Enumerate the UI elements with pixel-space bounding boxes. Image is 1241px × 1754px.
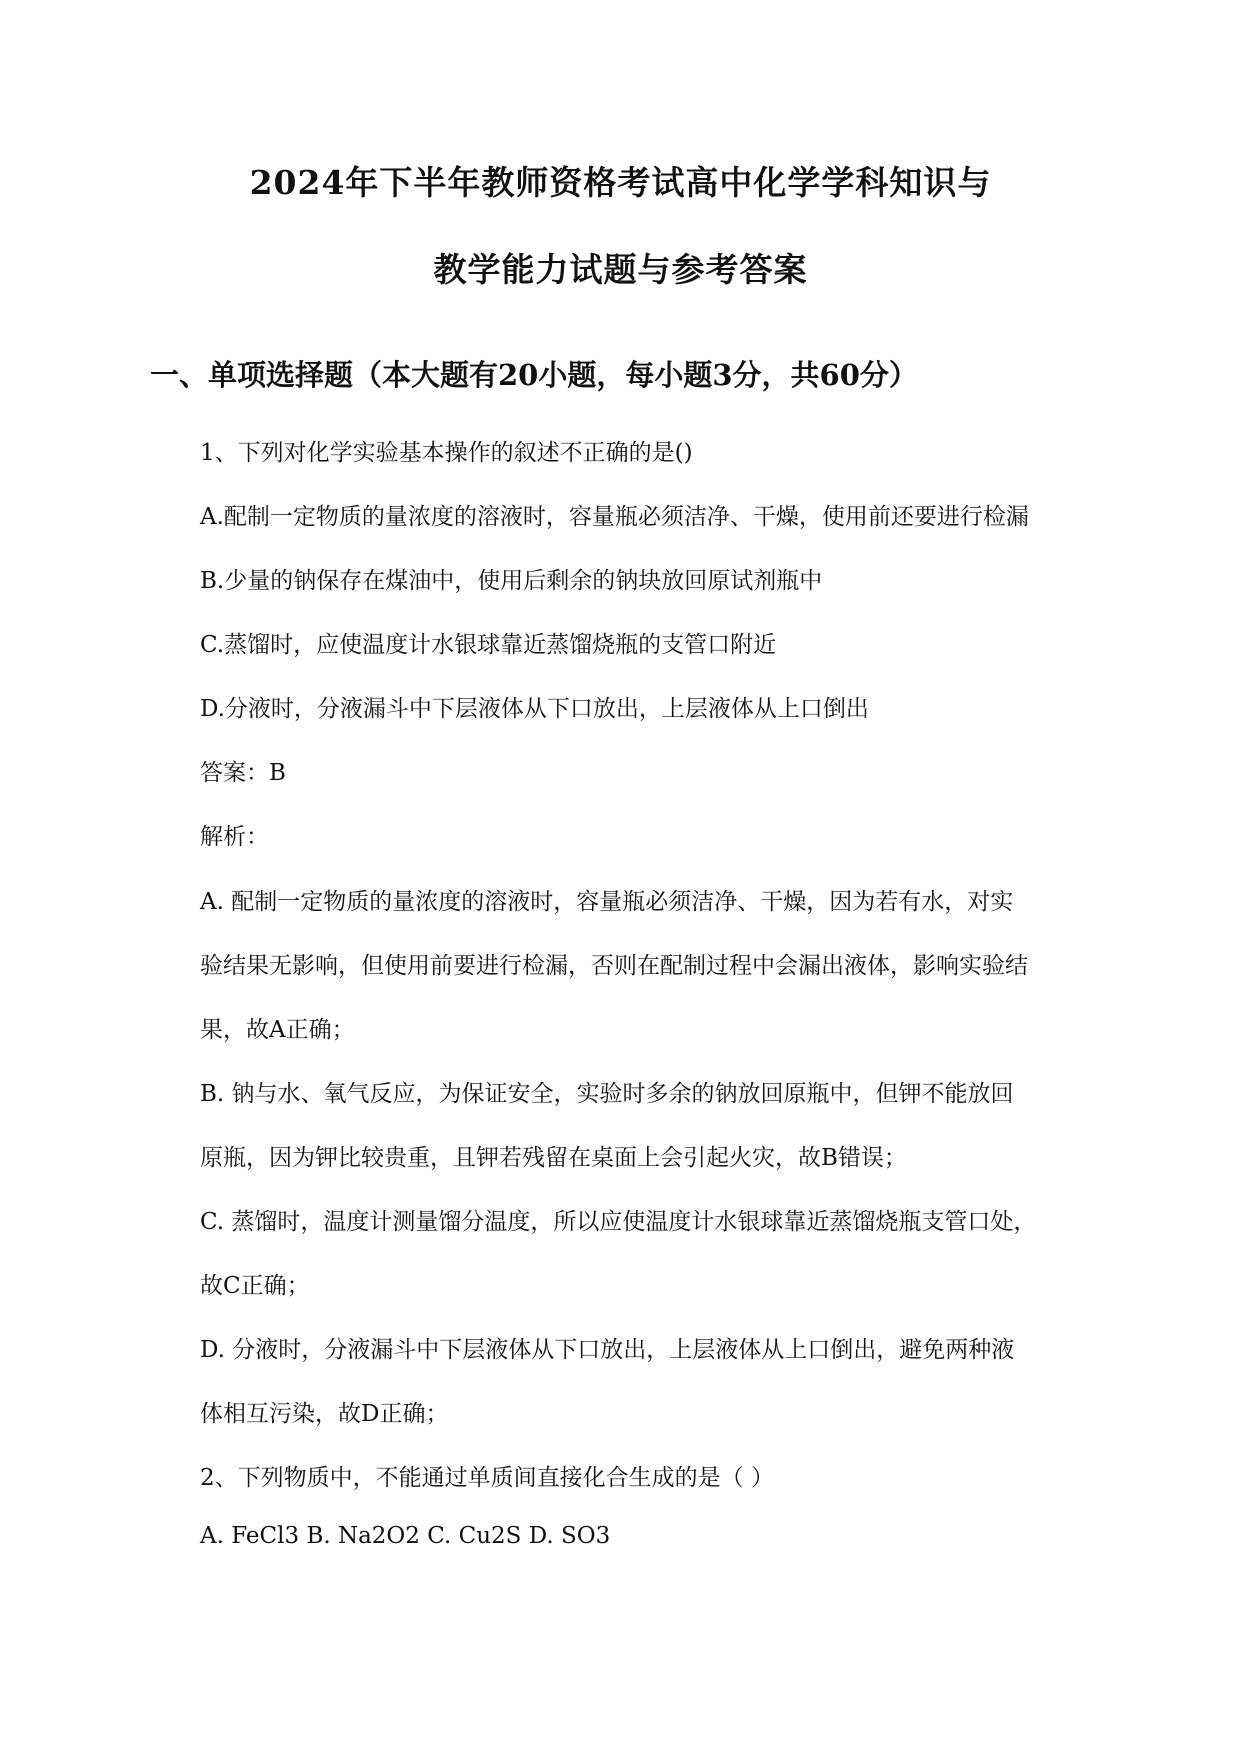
- analysis-text-line: 原瓶，因为钾比较贵重，且钾若残留在桌面上会引起火灾，故B错误；: [200, 1145, 907, 1171]
- question-1-analysis-label: 解析：: [200, 824, 269, 850]
- document-title-line-1: 2024年下半年教师资格考试高中化学学科知识与: [249, 163, 992, 202]
- question-1-option-d: D.分液时，分液漏斗中下层液体从下口放出，上层液体从上口倒出: [200, 696, 869, 722]
- question-1-stem: 1、下列对化学实验基本操作的叙述不正确的是(): [200, 440, 693, 466]
- analysis-text-line: C. 蒸馏时，温度计测量馏分温度，所以应使温度计水银球靠近蒸馏烧瓶支管口处，: [200, 1209, 1037, 1235]
- section-heading: 一、单项选择题（本大题有20小题，每小题3分，共60分）: [150, 358, 918, 392]
- analysis-text-line: B. 钠与水、氧气反应，为保证安全，实验时多余的钠放回原瓶中，但钾不能放回: [200, 1081, 1014, 1107]
- question-1-answer: 答案：B: [200, 760, 286, 786]
- analysis-text-line: 果，故A正确；: [200, 1017, 355, 1043]
- question-2-stem: 2、下列物质中，不能通过单质间直接化合生成的是（ ）: [200, 1465, 774, 1491]
- analysis-text-line: 故C正确；: [200, 1273, 310, 1299]
- analysis-text-line: 体相互污染，故D正确；: [200, 1401, 449, 1427]
- analysis-text-line: D. 分液时，分液漏斗中下层液体从下口放出，上层液体从上口倒出，避免两种液: [200, 1337, 1015, 1363]
- question-1-option-a: A.配制一定物质的量浓度的溶液时，容量瓶必须洁净、干燥，使用前还要进行检漏: [200, 504, 1029, 530]
- document-title-line-2: 教学能力试题与参考答案: [433, 250, 808, 289]
- question-2-options: A. FeCl3 B. Na2O2 C. Cu2S D. SO3: [200, 1523, 611, 1549]
- analysis-text-line: 验结果无影响，但使用前要进行检漏，否则在配制过程中会漏出液体，影响实验结: [200, 953, 1028, 979]
- analysis-text-line: A. 配制一定物质的量浓度的溶液时，容量瓶必须洁净、干燥，因为若有水，对实: [200, 889, 1014, 915]
- question-1-option-c: C.蒸馏时，应使温度计水银球靠近蒸馏烧瓶的支管口附近: [200, 632, 777, 658]
- question-1-option-b: B.少量的钠保存在煤油中，使用后剩余的钠块放回原试剂瓶中: [200, 568, 823, 594]
